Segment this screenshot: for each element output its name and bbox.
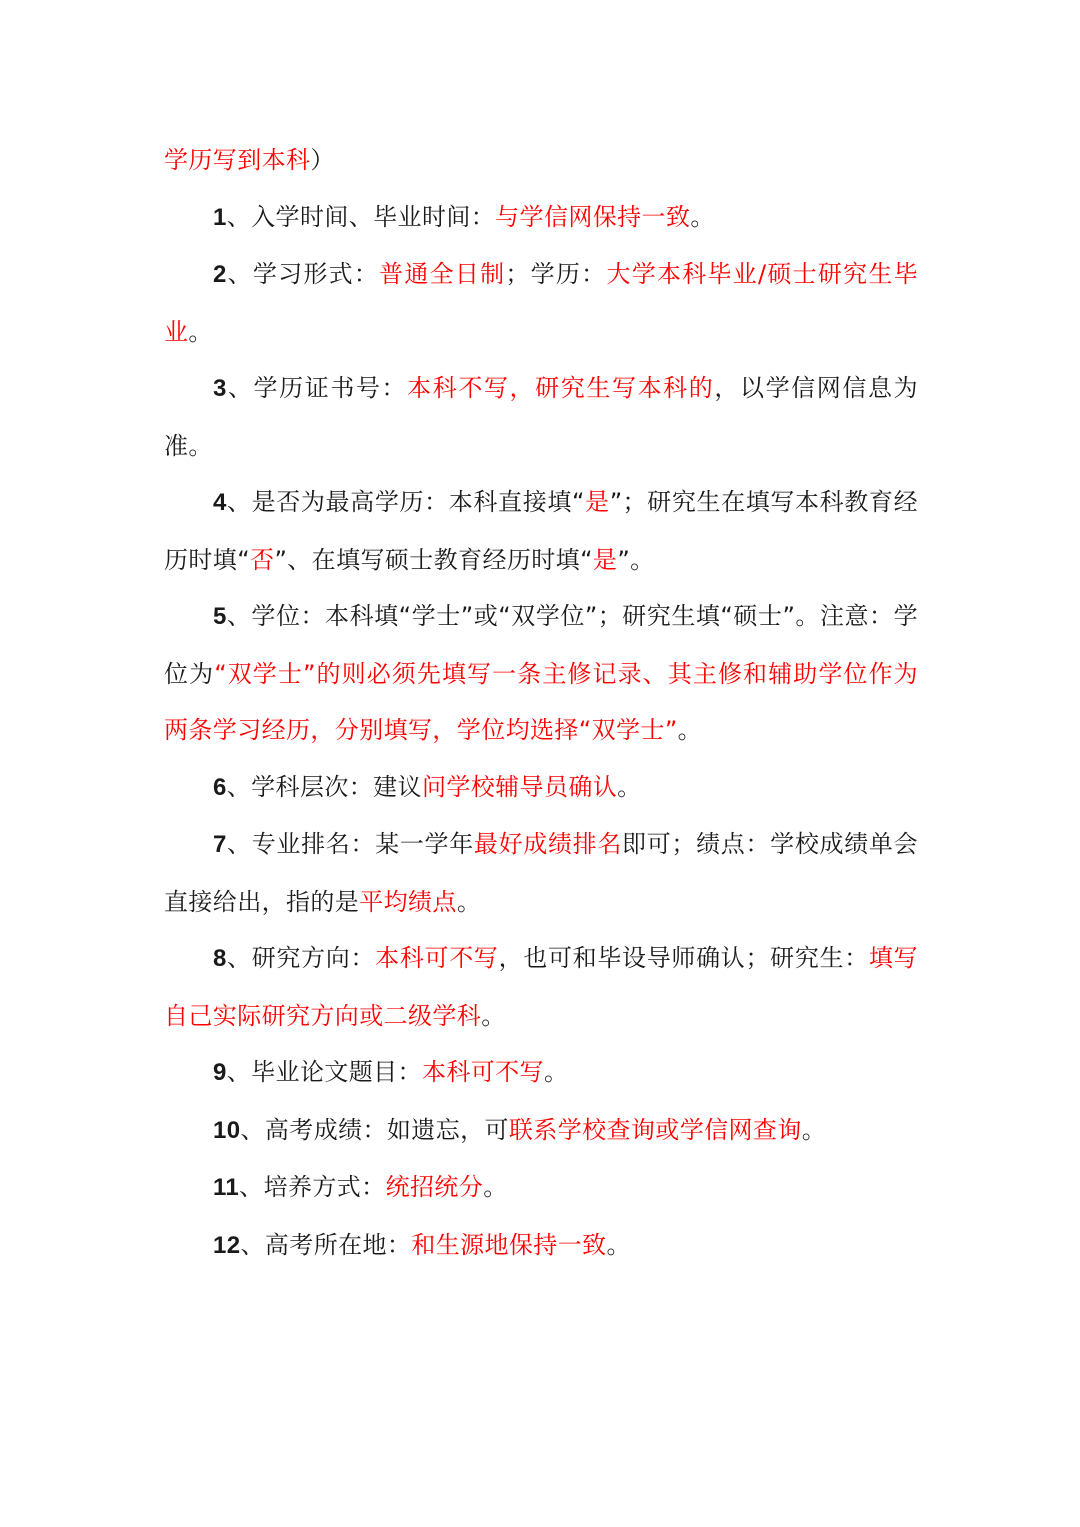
body-text: 。: [456, 887, 482, 916]
body-text: ”；研究生在填写本科教育经历时填“: [164, 488, 918, 574]
instruction-list: [164, 189, 918, 1275]
highlight-text: 普通全日制: [379, 260, 506, 288]
highlight-text: 和生源地保持一致: [411, 1230, 607, 1259]
body-text: 。: [188, 317, 213, 346]
highlight-text: 本科不写，研究生写本科的: [407, 374, 715, 402]
item-number: 2: [213, 261, 227, 288]
body-text: 、学科层次：建议: [226, 772, 422, 801]
body-text: 、研究方向：: [226, 944, 376, 972]
highlight-text: 联系学校查询或学信网查询: [508, 1115, 802, 1144]
item-number: 1: [213, 203, 227, 231]
body-text: 。: [543, 1058, 569, 1086]
body-text: 。: [690, 202, 715, 231]
highlight-text: 与学信网保持一致: [495, 202, 691, 231]
body-text: 、是否为最高学历：本科直接填“: [226, 488, 585, 516]
instruction-item: [164, 759, 918, 817]
highlight-text: 本科可不写: [375, 944, 499, 972]
body-text: 。: [483, 1173, 508, 1201]
item-number: 10: [213, 1116, 241, 1144]
body-text: 。: [606, 1230, 631, 1259]
body-text: ；学历：: [505, 260, 607, 288]
body-text: ，也可和毕设导师确认；研究生：: [498, 944, 869, 972]
highlight-text: 本科可不写: [421, 1058, 544, 1086]
body-text: ”、在填写硕士教育经历时填“: [274, 545, 593, 574]
body-text: 、培养方式：: [239, 1173, 386, 1201]
body-text: 、学历证书号：: [226, 374, 408, 402]
item-number: 7: [213, 831, 227, 858]
instruction-item: [164, 246, 918, 360]
instruction-item: [164, 930, 918, 1044]
body-text: 、高考成绩：如遗忘，可: [240, 1115, 509, 1144]
body-text: 。: [677, 716, 703, 744]
body-text: 。: [617, 772, 642, 801]
item-number: 8: [213, 945, 227, 972]
highlight-text: 最好成绩排名: [473, 830, 623, 858]
item-number: 12: [213, 1231, 241, 1259]
body-text: 。: [481, 1001, 506, 1030]
highlight-text: 填写自己实际研究方向或二级学科: [164, 944, 919, 1030]
item-number: 6: [213, 773, 227, 801]
highlight-text: 否: [250, 545, 275, 574]
instruction-item: [164, 1102, 918, 1160]
highlight-text: 是: [592, 545, 618, 574]
body-text: 、学位：本科填“学士”或“双学位”；研究生填“硕士”。注意：学位为: [164, 602, 918, 688]
highlight-text: 平均绩点: [359, 887, 457, 916]
intro-red-text: 学历写到本科: [164, 146, 311, 174]
item-number: 3: [213, 375, 227, 402]
instruction-item: [164, 1159, 918, 1217]
highlight-text: 统招统分: [385, 1173, 484, 1201]
body-text: 、入学时间、毕业时间：: [226, 202, 496, 231]
body-text: ，以学信网信息为准。: [164, 374, 918, 460]
intro-paragraph: [164, 132, 918, 189]
body-text: 、毕业论文题目：: [226, 1058, 422, 1086]
instruction-item: [164, 1217, 918, 1275]
document-body: [164, 132, 918, 1274]
body-text: 。: [801, 1115, 827, 1144]
body-text: 、学习形式：: [226, 260, 380, 288]
intro-tail-text: ）: [310, 146, 335, 174]
instruction-item: [164, 1044, 918, 1102]
highlight-text: 问学校辅导员确认: [421, 772, 618, 801]
highlight-text: 大学本科毕业/硕士研究生毕业: [164, 260, 918, 346]
body-text: 、高考所在地：: [240, 1230, 412, 1259]
body-text: 、专业排名：某一学年: [226, 830, 474, 858]
highlight-text: 是: [584, 488, 610, 516]
body-text: 即可；绩点：学校成绩单会直接给出，指的是: [164, 830, 918, 916]
instruction-item: [164, 816, 918, 930]
body-text: ”。: [617, 545, 655, 574]
instruction-item: [164, 189, 918, 247]
item-number: 11: [213, 1174, 240, 1201]
instruction-item: [164, 588, 918, 759]
instruction-item: [164, 474, 918, 588]
highlight-text: “双学士”的则必须先填写一条主修记录、其主修和辅助学位作为两条学习经历，分别填写，学位均选择“双学士”: [164, 659, 918, 744]
instruction-item: [164, 360, 918, 474]
item-number: 9: [213, 1059, 227, 1086]
item-number: 4: [213, 489, 227, 516]
item-number: 5: [213, 603, 227, 630]
